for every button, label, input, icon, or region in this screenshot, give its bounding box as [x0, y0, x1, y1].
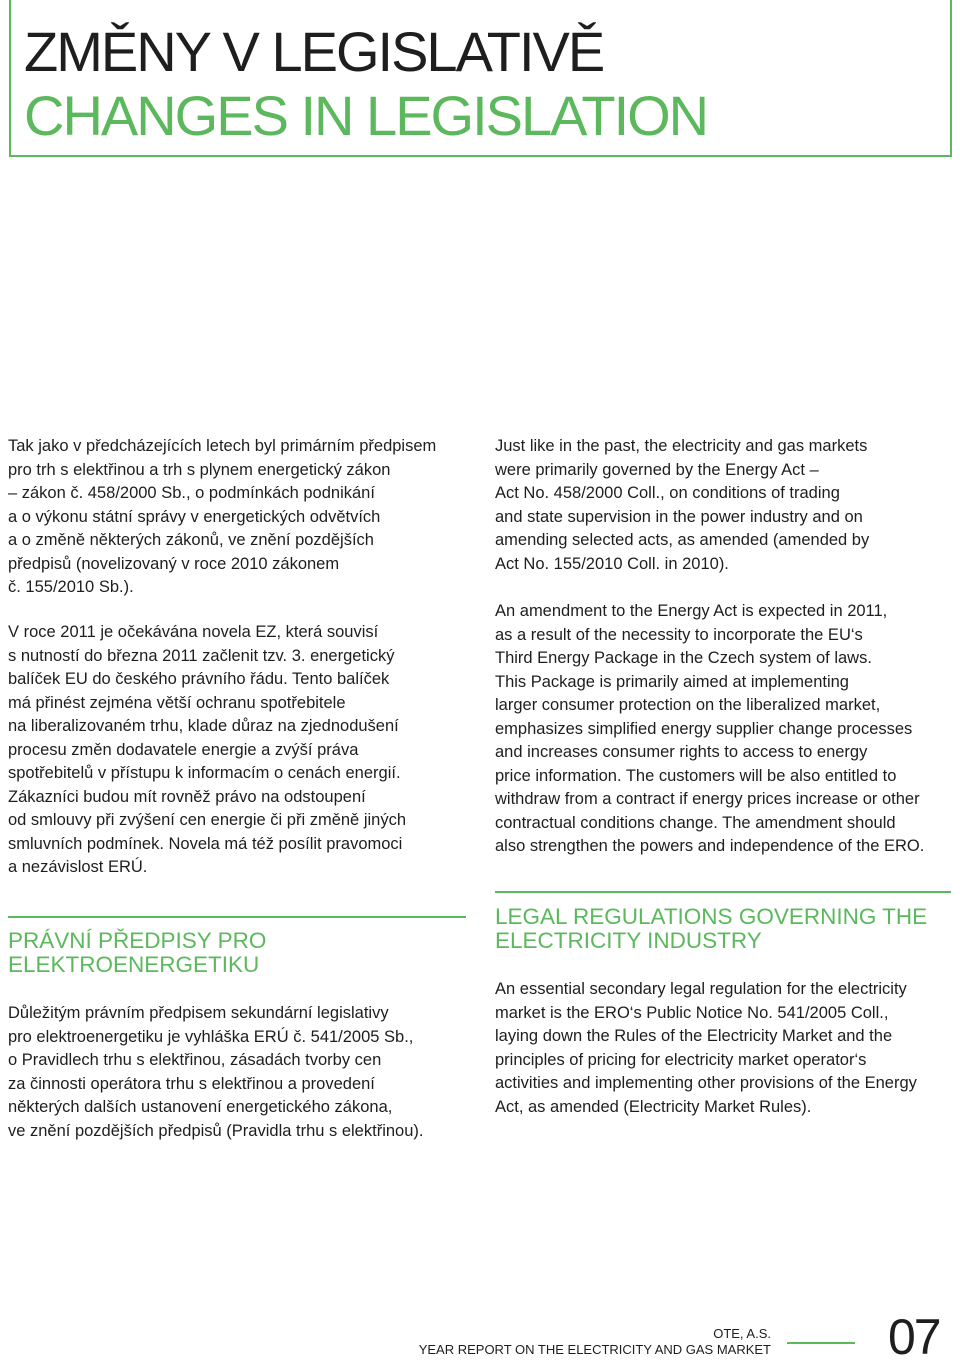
footer-report-title: YEAR REPORT ON THE ELECTRICITY AND GAS MARKET — [418, 1342, 771, 1357]
english-paragraph-1-block — [495, 435, 955, 576]
english-paragraph-2-block — [495, 600, 955, 859]
english-paragraph-2: An amendment to the Energy Act is expected in 2011, as a result of the necessity to incorporate the EU‘s Third Energy Package in the Czech system of laws. This Package is primarily aimed at implementing larger consumer protection on the liberalized market, emphasizes simplified energy supplier change processes and increases consumer rights to access to energy price information. The customers will be also entitled to withdraw from a contract if energy prices increase or other contractual conditions change. The amendment should also strengthen the powers and independence of the ERO. — [495, 602, 925, 855]
czech-paragraph-3: Důležitým právním předpisem sekundární legislativy pro elektroenergetiku je vyhláška ERÚ č. 541/2005 Sb., o Pravidlech trhu s elektřinou, zásadách tvorby cen za činnosti operátora trhu s elektřinou a provedení některých dalších ustanovení energetického zákona, ve znění pozdějších předpisů (Pravidla trhu s elektřinou). — [8, 1004, 424, 1140]
czech-paragraph-1-block — [8, 435, 468, 600]
czech-section-heading: PRÁVNÍ PŘEDPISY PRO ELEKTROENERGETIKU — [8, 928, 267, 977]
page-number: 07 — [888, 1309, 940, 1365]
czech-section-divider — [8, 916, 466, 918]
czech-paragraph-2-block — [8, 621, 468, 880]
english-paragraph-3-block — [495, 978, 955, 1119]
page-title-czech: ZMĚNY V LEGISLATIVĚ — [24, 20, 604, 83]
czech-paragraph-2: V roce 2011 je očekávána novela EZ, která souvisí s nutností do března 2011 začlenit tzv. 3. energetický balíček EU do českého právního řádu. Tento balíček má přinést zejména větší ochranu spotřebitele na liberalizovaném trhu, klade důraz na zjednodušení procesu změn dodavatele energie a zvýší práva spotřebitelů v přístupu k informacím o cenách energií. Zákazníci budou mít rovněž právo na odstoupení od smlouvy při zvýšení cen energie či při změně jiných smluvních podmínek. Novela má též posílit pravomoci a nezávislost ERÚ. — [8, 623, 407, 876]
footer-company-name: OTE, A.S. — [713, 1326, 771, 1341]
page-title-english: CHANGES IN LEGISLATION — [24, 84, 708, 147]
english-section-divider — [495, 891, 951, 893]
title-box — [9, 0, 952, 157]
english-paragraph-3: An essential secondary legal regulation for the electricity market is the ERO‘s Public Notice No. 541/2005 Coll., laying down the Rules of the Electricity Market and the principles of pricing for electricity market operator‘s activities and implementing other provisions of the Energy Act, as amended (Electricity Market Rules). — [495, 980, 917, 1116]
english-section-heading: LEGAL REGULATIONS GOVERNING THE ELECTRICITY INDUSTRY — [495, 904, 928, 953]
czech-paragraph-1: Tak jako v předcházejících letech byl primárním předpisem pro trh s elektřinou a trh s plynem energetický zákon – zákon č. 458/2000 Sb., o podmínkách podnikání a o výkonu státní správy v energetických odvětvích a o změně některých zákonů, ve znění pozdějších předpisů (novelizovaný v roce 2010 zákonem č. 155/2010 Sb.). — [8, 437, 437, 596]
english-paragraph-1: Just like in the past, the electricity and gas markets were primarily governed by the Energy Act – Act No. 458/2000 Coll., on conditions of trading and state supervision in the power industry and on amending selected acts, as amended (amended by Act No. 155/2010 Coll. in 2010). — [495, 437, 870, 573]
czech-paragraph-3-block — [8, 1002, 468, 1143]
footer-divider — [787, 1342, 855, 1344]
